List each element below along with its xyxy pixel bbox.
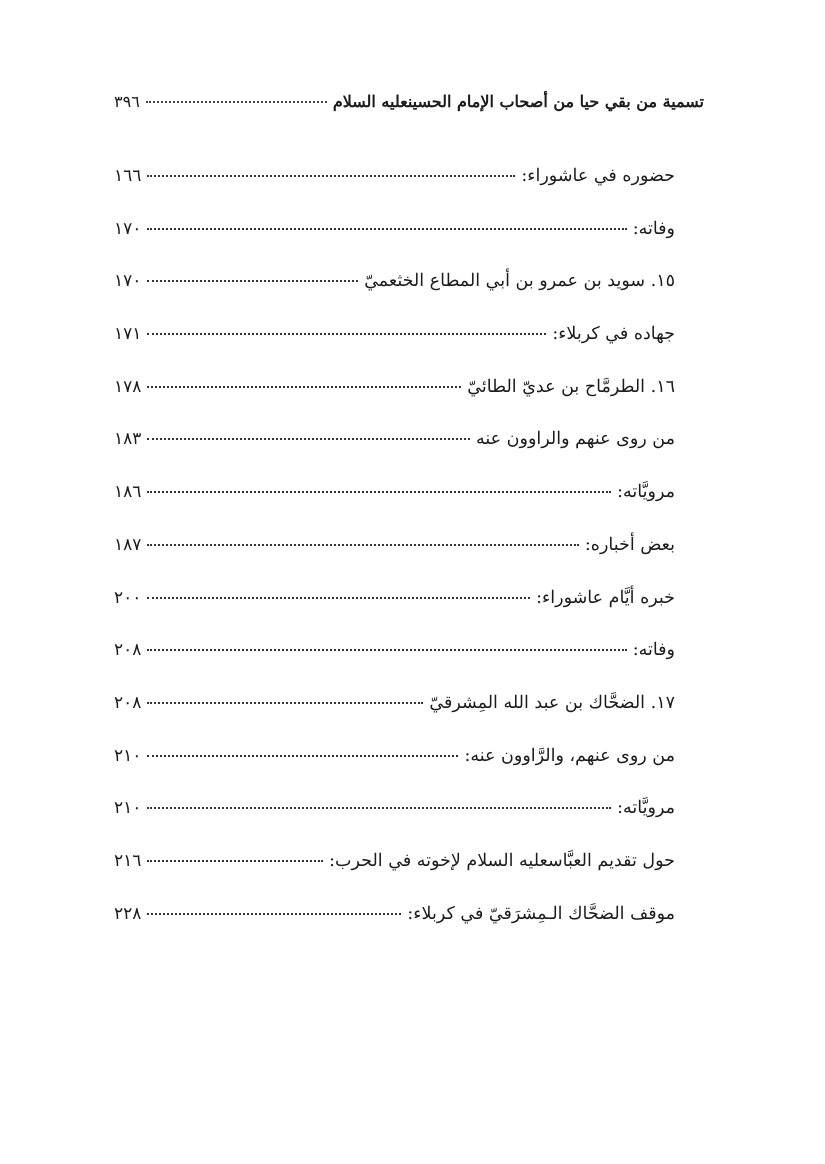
toc-entry-page: ٢١٦ xyxy=(114,850,142,871)
toc-entry-page: ٢٢٨ xyxy=(114,903,142,924)
toc-entry-page: ١٧١ xyxy=(114,324,142,345)
toc-entry-page: ٢٠٠ xyxy=(114,587,142,608)
toc-entry-label: ١٥. سويد بن عمرو بن أبي المطاع الخثعميّ xyxy=(364,271,675,292)
toc-list xyxy=(114,166,675,956)
toc-entry[interactable] xyxy=(114,324,675,377)
dot-leader xyxy=(147,280,358,282)
toc-entry-page: ٢١٠ xyxy=(114,798,142,819)
toc-entry-label: مرويَّاته: xyxy=(617,798,675,819)
dot-leader xyxy=(147,333,546,335)
toc-entry[interactable] xyxy=(114,746,675,799)
toc-entry[interactable] xyxy=(114,904,675,957)
dot-leader xyxy=(147,597,530,599)
toc-entry-label: ١٧. الضحَّاك بن عبد الله المِشرقيّ xyxy=(429,692,675,713)
toc-entry[interactable] xyxy=(114,588,675,641)
toc-entry[interactable] xyxy=(114,271,675,324)
toc-entry-label: وفاته: xyxy=(632,218,675,239)
toc-entry-page: ١٦٦ xyxy=(114,166,142,186)
toc-entry-label: خبره أيَّام عاشوراء: xyxy=(536,587,675,608)
toc-entry-label: بعض أخباره: xyxy=(584,534,675,555)
dot-leader xyxy=(147,807,611,809)
toc-entry-label: موقف الضحَّاك الـمِشرَقيّ في كربلاء: xyxy=(407,903,675,924)
toc-entry-page: ١٨٣ xyxy=(114,429,142,450)
toc-entry[interactable] xyxy=(114,219,675,272)
toc-entry-label: ١٦. الطرمَّاح بن عديّ الطائيّ xyxy=(467,376,675,397)
toc-entry-page: ١٨٧ xyxy=(114,534,142,555)
toc-entry-label: جهاده في كربلاء: xyxy=(552,324,675,345)
dot-leader xyxy=(146,101,327,103)
toc-entry[interactable] xyxy=(114,377,675,430)
dot-leader xyxy=(147,860,323,862)
dot-leader xyxy=(147,649,626,651)
toc-entry-page: ٢٠٨ xyxy=(114,692,142,713)
dot-leader xyxy=(147,386,461,388)
dot-leader xyxy=(147,702,423,704)
toc-entry-label: من روى عنهم والراوون عنه xyxy=(475,429,675,450)
dot-leader xyxy=(147,544,578,546)
toc-entry-page: ١٧٨ xyxy=(114,376,142,397)
dot-leader xyxy=(147,228,626,230)
header-page-number: ٣٩٦ xyxy=(114,92,140,111)
toc-entry-page: ٢١٠ xyxy=(114,745,142,766)
toc-entry[interactable] xyxy=(114,166,675,219)
toc-entry[interactable] xyxy=(114,640,675,693)
toc-entry-label: حضوره في عاشوراء: xyxy=(521,166,675,186)
toc-entry-page: ١٧٠ xyxy=(114,218,142,239)
toc-entry-label: وفاته: xyxy=(632,640,675,661)
dot-leader xyxy=(147,755,458,757)
dot-leader xyxy=(147,913,401,915)
running-header xyxy=(114,92,704,117)
toc-entry[interactable] xyxy=(114,429,675,482)
toc-entry-label: حول تقديم العبَّاسعليه السلام لإخوته في الحرب: xyxy=(329,850,675,871)
toc-entry[interactable] xyxy=(114,693,675,746)
header-title: تسمية من بقي حيا من أصحاب الإمام الحسينعليه السلام xyxy=(332,92,704,111)
toc-entry[interactable] xyxy=(114,482,675,535)
toc-entry-label: مرويَّاته: xyxy=(617,482,675,503)
toc-entry-page: ٢٠٨ xyxy=(114,640,142,661)
dot-leader xyxy=(147,175,515,177)
toc-entry-page: ١٧٠ xyxy=(114,271,142,292)
toc-entry-page: ١٨٦ xyxy=(114,482,142,503)
dot-leader xyxy=(147,491,611,493)
dot-leader xyxy=(147,438,470,440)
toc-entry[interactable] xyxy=(114,851,675,904)
toc-entry-label: من روى عنهم، والرَّاوون عنه: xyxy=(464,745,675,766)
toc-entry[interactable] xyxy=(114,798,675,851)
toc-entry[interactable] xyxy=(114,535,675,588)
